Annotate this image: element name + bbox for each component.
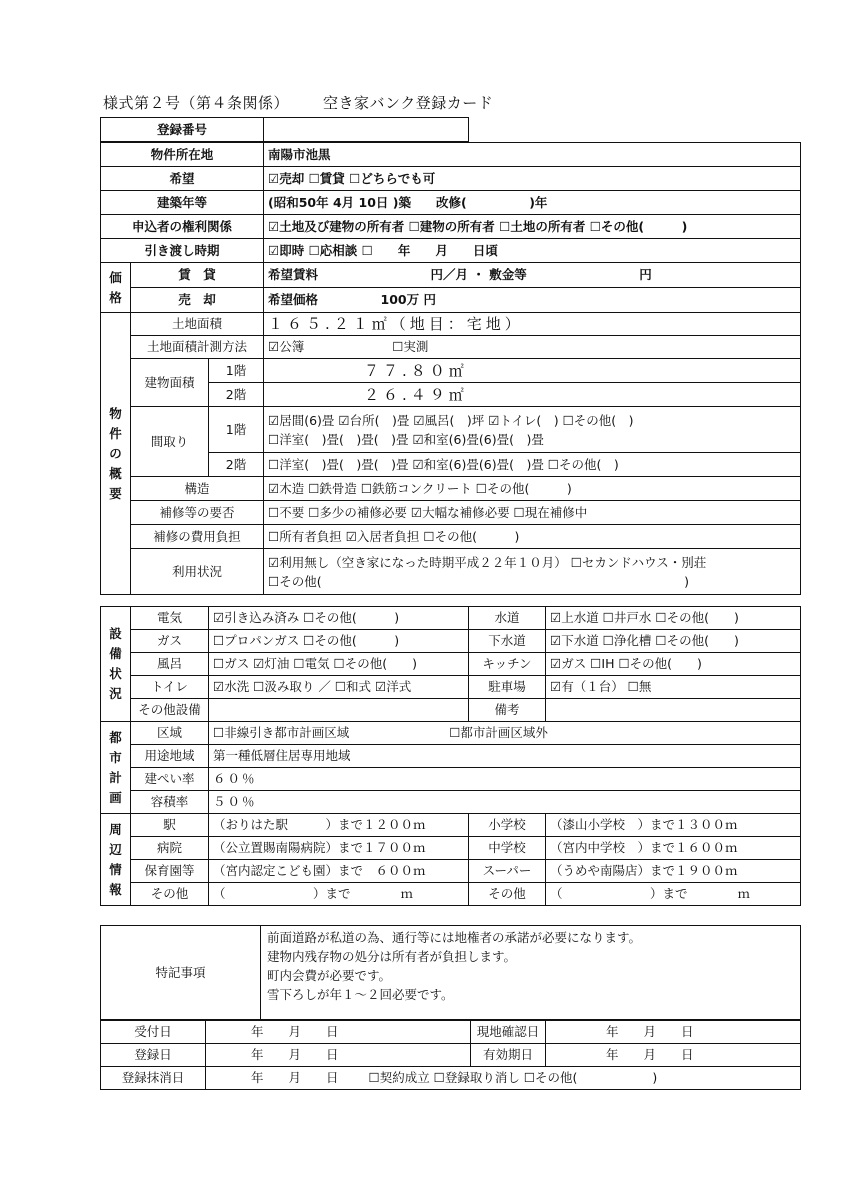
building-area-label: 建物面積 — [131, 359, 209, 407]
cancel-label: 登録抹消日 — [101, 1067, 206, 1090]
desire-value: ☑売却 ☐賃貸 ☐どちらでも可 — [264, 167, 801, 191]
form-number: 様式第２号（第４条関係） — [103, 94, 290, 112]
repair-need-value: ☐不要 ☐多少の補修必要 ☑大幅な補修必要 ☐現在補修中 — [264, 501, 801, 525]
note-line: 雪下ろしが年１～２回必要です。 — [267, 987, 454, 1002]
site-check-value: 年 月 日 — [546, 1021, 801, 1044]
toilet-value: ☑水洗 ☐汲み取り ／ ☐和式 ☑洋式 — [209, 676, 469, 699]
land-method-survey: ☐実測 — [392, 339, 429, 354]
desire-label: 希望 — [101, 167, 264, 191]
parking-value: ☑有（１台） ☐無 — [546, 676, 801, 699]
nursery-value: （宮内認定こども園）まで ６００ｍ — [209, 860, 469, 883]
layout-floor1-value — [264, 407, 801, 453]
kitchen-label: キッチン — [469, 653, 546, 676]
repair-cost-value: ☐所有者負担 ☑入居者負担 ☐その他( ) — [264, 525, 801, 549]
note-line: 前面道路が私道の為、通行等には地権者の承諾が必要になります。 — [267, 930, 642, 945]
supermarket-label: スーパー — [469, 860, 546, 883]
layout-floor2: 2階 — [209, 453, 264, 477]
surroundings-section-label: 周 辺 情 報 — [101, 814, 131, 906]
note-line: 町内会費が必要です。 — [267, 968, 392, 983]
structure-value: ☑木造 ☐鉄骨造 ☐鉄筋コンクリート ☐その他( ) — [264, 477, 801, 501]
building-area-floor2-value: ２６.４９㎡ — [264, 383, 801, 407]
reg-no-label: 登録番号 — [101, 118, 264, 142]
gas-label: ガス — [131, 630, 209, 653]
far-label: 容積率 — [131, 791, 209, 814]
layout-floor1-line1: ☑居間(6)畳 ☑台所( )畳 ☑風呂( )坪 ☑トイレ( ) ☐その他( ) — [268, 412, 634, 428]
usage-line1: ☑利用無し（空き家になった時期平成２２年１０月） ☐セカンドハウス・別荘 — [268, 554, 707, 570]
water-value: ☑上水道 ☐井戸水 ☐その他( ) — [546, 607, 801, 630]
notes-table — [100, 925, 801, 1020]
registered-label: 登録日 — [101, 1044, 206, 1067]
rights-value: ☑土地及び建物の所有者 ☐建物の所有者 ☐土地の所有者 ☐その他( ) — [264, 215, 801, 239]
facilities-table — [100, 606, 801, 906]
land-area-value: １６５.２１㎡（地目：宅地） — [264, 313, 801, 336]
registration-number-table — [100, 117, 469, 142]
structure-label: 構造 — [131, 477, 264, 501]
note-line: 建物内残存物の処分は所有者が負担します。 — [267, 949, 517, 964]
site-check-label: 現地確認日 — [471, 1021, 546, 1044]
zone-label: 区域 — [131, 722, 209, 745]
zone-outside: ☐都市計画区域外 — [449, 725, 548, 740]
electricity-value: ☑引き込み済み ☐その他( ) — [209, 607, 469, 630]
other-place2-label: その他 — [469, 883, 546, 906]
nursery-label: 保育園等 — [131, 860, 209, 883]
cancel-value — [206, 1067, 801, 1090]
bath-value: ☐ガス ☑灯油 ☐電気 ☐その他( ) — [209, 653, 469, 676]
station-value: （おりはた駅 ）まで１２００ｍ — [209, 814, 469, 837]
use-district-label: 用途地域 — [131, 745, 209, 768]
sewer-value: ☑下水道 ☐浄化槽 ☐その他( ) — [546, 630, 801, 653]
land-area-label: 土地面積 — [131, 313, 264, 336]
rights-label: 申込者の権利関係 — [101, 215, 264, 239]
coverage-value: ６０％ — [209, 768, 801, 791]
sewer-label: 下水道 — [469, 630, 546, 653]
remarks-value — [546, 699, 801, 722]
supermarket-value: （うめや南陽店）まで１９００ｍ — [546, 860, 801, 883]
land-method-registry: ☑公簿 — [268, 339, 305, 354]
built-year-label: 建築年等 — [101, 191, 264, 215]
valid-label: 有効期日 — [471, 1044, 546, 1067]
facilities-section-label: 設 備 状 況 — [101, 607, 131, 722]
other-place-label: その他 — [131, 883, 209, 906]
notes-label: 特記事項 — [101, 926, 261, 1020]
form-title: 空き家バンク登録カード — [323, 94, 494, 112]
sale-label: 売 却 — [131, 288, 264, 313]
building-area-floor2: 2階 — [209, 383, 264, 407]
hospital-label: 病院 — [131, 837, 209, 860]
other-place-value: （ ）まで ｍ — [209, 883, 469, 906]
usage-label: 利用状況 — [131, 549, 264, 595]
junior-high-label: 中学校 — [469, 837, 546, 860]
junior-high-value: （宮内中学校 ）まで１６００ｍ — [546, 837, 801, 860]
layout-floor1: 1階 — [209, 407, 264, 453]
property-card-table — [100, 142, 801, 595]
location-label: 物件所在地 — [101, 143, 264, 167]
usage-value — [264, 549, 801, 595]
registered-value: 年 月 日 — [206, 1044, 471, 1067]
elementary-label: 小学校 — [469, 814, 546, 837]
zone-non-divided: ☐非線引き都市計画区域 — [213, 725, 350, 740]
received-label: 受付日 — [101, 1021, 206, 1044]
built-year-value: (昭和50年 4月 10日 )築 改修( )年 — [264, 191, 801, 215]
gas-value: ☐プロパンガス ☐その他( ) — [209, 630, 469, 653]
rent-label: 賃 貸 — [131, 263, 264, 288]
repair-need-label: 補修等の要否 — [131, 501, 264, 525]
sale-value: 希望価格 100万 円 — [264, 288, 801, 313]
city-section-label: 都 市 計 画 — [101, 722, 131, 814]
notes-value — [261, 926, 801, 1020]
land-method-label: 土地面積計測方法 — [131, 336, 264, 359]
land-method-value — [264, 336, 801, 359]
hospital-value: （公立置賜南陽病院）まで１７００ｍ — [209, 837, 469, 860]
layout-floor2-value: ☐洋室( )畳( )畳( )畳 ☑和室(6)畳(6)畳( )畳 ☐その他( ) — [264, 453, 801, 477]
cancel-options: ☐契約成立 ☐登録取り消し ☐その他( ) — [368, 1070, 658, 1085]
received-value: 年 月 日 — [206, 1021, 471, 1044]
cancel-date: 年 月 日 — [251, 1070, 339, 1085]
repair-cost-label: 補修の費用負担 — [131, 525, 264, 549]
price-section-label: 価 格 — [101, 263, 131, 313]
toilet-label: トイレ — [131, 676, 209, 699]
building-area-floor1: 1階 — [209, 359, 264, 383]
valid-value: 年 月 日 — [546, 1044, 801, 1067]
layout-label: 間取り — [131, 407, 209, 477]
usage-line2: ☐その他( ) — [268, 573, 689, 589]
admin-table — [100, 1020, 801, 1090]
overview-section-label: 物 件 の 概 要 — [101, 313, 131, 595]
rent-value: 希望賃料 円／月 ・ 敷金等 円 — [264, 263, 801, 288]
parking-label: 駐車場 — [469, 676, 546, 699]
water-label: 水道 — [469, 607, 546, 630]
layout-floor1-line2: ☐洋室( )畳( )畳( )畳 ☑和室(6)畳(6)畳( )畳 — [268, 431, 544, 447]
building-area-floor1-value: ７７.８０㎡ — [264, 359, 801, 383]
use-district-value: 第一種低層住居専用地域 — [209, 745, 801, 768]
kitchen-value: ☑ガス ☐IH ☐その他( ) — [546, 653, 801, 676]
coverage-label: 建ぺい率 — [131, 768, 209, 791]
elementary-value: （漆山小学校 ）まで１３００ｍ — [546, 814, 801, 837]
handover-value: ☑即時 ☐応相談 ☐ 年 月 日頃 — [264, 239, 801, 263]
remarks-label: 備考 — [469, 699, 546, 722]
form-heading — [103, 92, 493, 113]
station-label: 駅 — [131, 814, 209, 837]
other-equipment-label: その他設備 — [131, 699, 209, 722]
other-equipment-value — [209, 699, 469, 722]
far-value: ５０％ — [209, 791, 801, 814]
reg-no-value — [264, 118, 469, 142]
other-place2-value: （ ）まで ｍ — [546, 883, 801, 906]
electricity-label: 電気 — [131, 607, 209, 630]
zone-value — [209, 722, 801, 745]
location-value: 南陽市池黒 — [264, 143, 801, 167]
handover-label: 引き渡し時期 — [101, 239, 264, 263]
bath-label: 風呂 — [131, 653, 209, 676]
